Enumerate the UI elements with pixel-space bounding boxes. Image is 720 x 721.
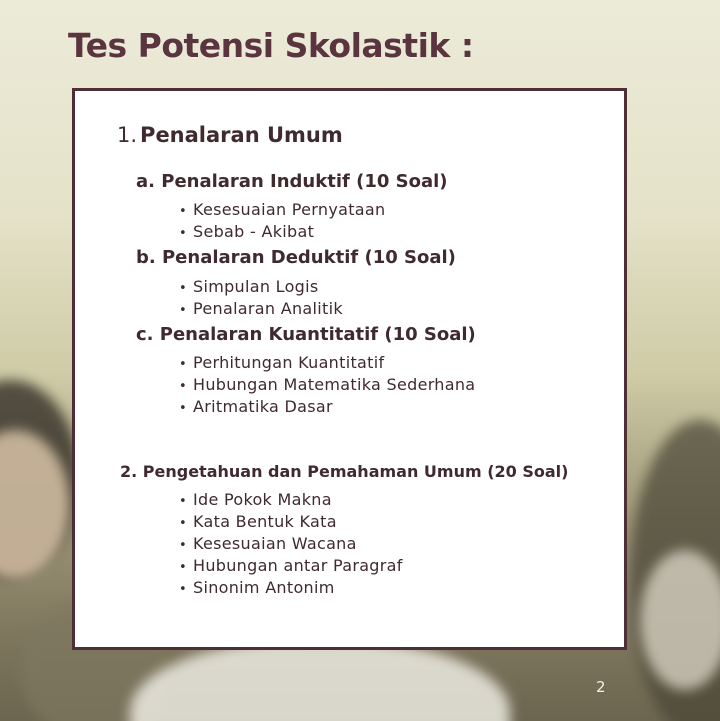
content-card xyxy=(72,88,627,650)
background-light-shape xyxy=(640,550,720,690)
section-1-title xyxy=(117,123,343,147)
subsection-c-title: c. Penalaran Kuantitatif (10 Soal) xyxy=(136,324,476,345)
list-item: • Sebab - Akibat xyxy=(179,221,385,243)
list-item: • Kesesuaian Pernyataan xyxy=(179,199,385,221)
list-item: • Sinonim Antonim xyxy=(179,577,403,599)
page-number: 2 xyxy=(596,678,606,696)
list-item: • Penalaran Analitik xyxy=(179,298,343,320)
list-item: • Ide Pokok Makna xyxy=(179,489,403,511)
list-item: • Kata Bentuk Kata xyxy=(179,511,403,533)
subsection-b-title: b. Penalaran Deduktif (10 Soal) xyxy=(136,247,456,268)
section-2-title: 2. Pengetahuan dan Pemahaman Umum (20 Soal) xyxy=(120,462,569,481)
subsection-c-list xyxy=(179,352,475,418)
list-item: • Hubungan Matematika Sederhana xyxy=(179,374,475,396)
list-item: • Aritmatika Dasar xyxy=(179,396,475,418)
list-item: • Hubungan antar Paragraf xyxy=(179,555,403,577)
subsection-a-list xyxy=(179,199,385,243)
subsection-b-list xyxy=(179,276,343,320)
background-shirt-shape xyxy=(130,640,510,721)
list-item: • Kesesuaian Wacana xyxy=(179,533,403,555)
section-1-label: Penalaran Umum xyxy=(140,123,343,147)
subsection-a-title: a. Penalaran Induktif (10 Soal) xyxy=(136,171,448,192)
list-item: • Simpulan Logis xyxy=(179,276,343,298)
section-1-number: 1. xyxy=(117,123,138,147)
section-2-list xyxy=(179,489,403,599)
list-item: • Perhitungan Kuantitatif xyxy=(179,352,475,374)
page-title: Tes Potensi Skolastik : xyxy=(68,26,474,65)
